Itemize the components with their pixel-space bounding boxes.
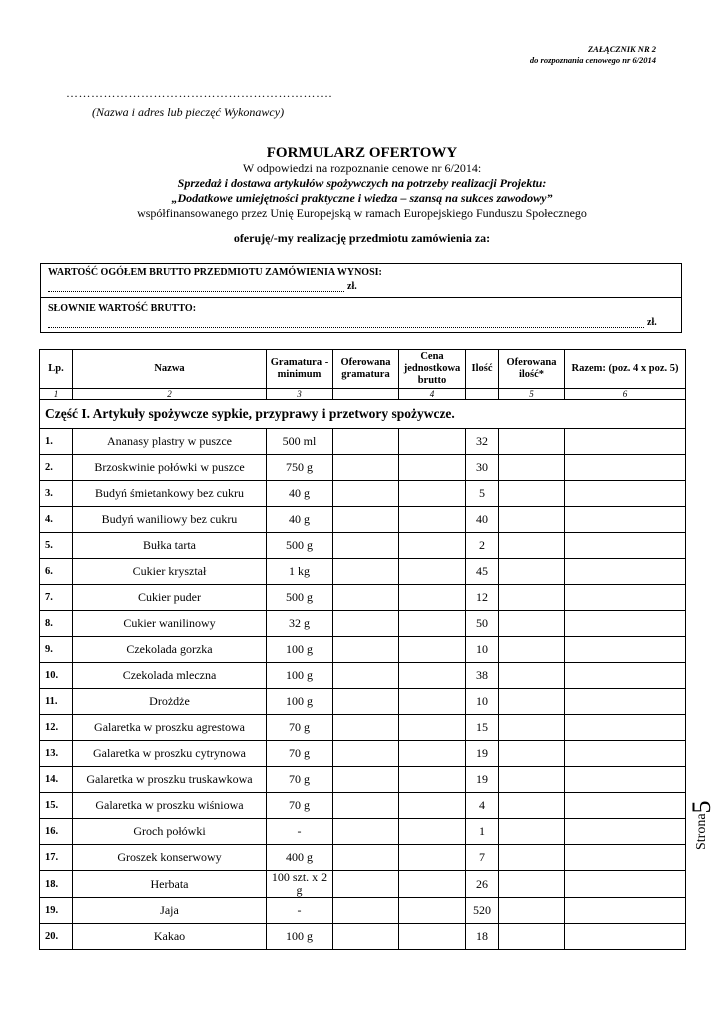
table-row (40, 455, 686, 481)
row-offered-weight-input[interactable] (333, 611, 399, 637)
attachment-label (530, 44, 656, 66)
table-row (40, 819, 686, 845)
row-total-input[interactable] (565, 559, 686, 585)
row-offered-weight-input[interactable] (333, 689, 399, 715)
row-min-weight: 500 g (267, 533, 333, 559)
row-unit-price-input[interactable] (399, 898, 466, 924)
table-row (40, 481, 686, 507)
row-unit-price-input[interactable] (399, 793, 466, 819)
row-unit-price-input[interactable] (399, 819, 466, 845)
row-min-weight: 750 g (267, 455, 333, 481)
row-total-input[interactable] (565, 637, 686, 663)
row-offered-weight-input[interactable] (333, 845, 399, 871)
row-offered-quantity-input[interactable] (499, 924, 565, 950)
row-unit-price-input[interactable] (399, 845, 466, 871)
col-header-min-weight: Gramatura - minimum (267, 350, 333, 389)
row-unit-price-input[interactable] (399, 663, 466, 689)
table-row (40, 559, 686, 585)
table-row (40, 429, 686, 455)
page-word: Strona (694, 813, 709, 850)
row-unit-price-input[interactable] (399, 741, 466, 767)
row-quantity: 1 (466, 819, 499, 845)
row-min-weight: 400 g (267, 845, 333, 871)
col-number: 5 (499, 389, 565, 400)
row-offered-quantity-input[interactable] (499, 793, 565, 819)
row-total-input[interactable] (565, 741, 686, 767)
row-total-input[interactable] (565, 663, 686, 689)
col-number: 1 (40, 389, 73, 400)
row-offered-quantity-input[interactable] (499, 455, 565, 481)
row-offered-weight-input[interactable] (333, 663, 399, 689)
row-unit-price-input[interactable] (399, 481, 466, 507)
row-lp: 2. (40, 455, 73, 481)
row-total-input[interactable] (565, 715, 686, 741)
row-offered-quantity-input[interactable] (499, 611, 565, 637)
row-min-weight: - (267, 819, 333, 845)
row-quantity: 26 (466, 871, 499, 898)
row-total-input[interactable] (565, 819, 686, 845)
row-total-input[interactable] (565, 924, 686, 950)
row-quantity: 40 (466, 507, 499, 533)
col-header-name: Nazwa (73, 350, 267, 389)
row-name: Groch połówki (73, 819, 267, 845)
row-lp: 11. (40, 689, 73, 715)
row-total-input[interactable] (565, 767, 686, 793)
col-number: 4 (399, 389, 466, 400)
row-name: Brzoskwinie połówki w puszce (73, 455, 267, 481)
row-total-input[interactable] (565, 611, 686, 637)
row-lp: 3. (40, 481, 73, 507)
contractor-label: (Nazwa i adres lub pieczęć Wykonawcy) (92, 105, 285, 119)
value-box-divider (41, 297, 681, 298)
row-offered-quantity-input[interactable] (499, 767, 565, 793)
table-row (40, 611, 686, 637)
row-unit-price-input[interactable] (399, 637, 466, 663)
row-min-weight: 100 szt. x 2 g (267, 871, 333, 898)
row-lp: 1. (40, 429, 73, 455)
col-header-offered-quantity: Oferowana ilość* (499, 350, 565, 389)
row-offered-quantity-input[interactable] (499, 507, 565, 533)
section-row (40, 400, 686, 429)
row-offered-weight-input[interactable] (333, 819, 399, 845)
project-name: „Dodatkowe umiejętności praktyczne i wiedza – szansą na sukces zawodowy” (171, 191, 553, 205)
col-header-offered-weight: Oferowana gramatura (333, 350, 399, 389)
row-unit-price-input[interactable] (399, 715, 466, 741)
form-header (40, 146, 684, 246)
row-name: Galaretka w proszku truskawkowa (73, 767, 267, 793)
row-name: Cukier kryształ (73, 559, 267, 585)
table-row (40, 585, 686, 611)
row-quantity: 30 (466, 455, 499, 481)
col-number: 6 (565, 389, 686, 400)
row-total-input[interactable] (565, 481, 686, 507)
row-lp: 20. (40, 924, 73, 950)
row-offered-weight-input[interactable] (333, 559, 399, 585)
row-name: Budyń śmietankowy bez cukru (73, 481, 267, 507)
row-offered-weight-input[interactable] (333, 767, 399, 793)
row-min-weight: 500 ml (267, 429, 333, 455)
total-value-row (48, 267, 674, 292)
row-name: Herbata (73, 871, 267, 898)
row-offered-quantity-input[interactable] (499, 689, 565, 715)
table-header-row (40, 350, 686, 389)
row-offered-weight-input[interactable] (333, 585, 399, 611)
row-min-weight: 32 g (267, 611, 333, 637)
row-offered-quantity-input[interactable] (499, 871, 565, 898)
row-offered-quantity-input[interactable] (499, 663, 565, 689)
row-lp: 9. (40, 637, 73, 663)
row-quantity: 19 (466, 767, 499, 793)
row-lp: 8. (40, 611, 73, 637)
row-quantity: 7 (466, 845, 499, 871)
row-total-input[interactable] (565, 871, 686, 898)
row-quantity: 10 (466, 689, 499, 715)
row-min-weight: 70 g (267, 767, 333, 793)
row-offered-weight-input[interactable] (333, 455, 399, 481)
row-min-weight: 100 g (267, 663, 333, 689)
row-min-weight: 70 g (267, 741, 333, 767)
row-min-weight: 40 g (267, 507, 333, 533)
row-name: Groszek konserwowy (73, 845, 267, 871)
row-quantity: 18 (466, 924, 499, 950)
row-total-input[interactable] (565, 793, 686, 819)
row-total-input[interactable] (565, 533, 686, 559)
total-value-currency: zł. (347, 281, 357, 292)
row-offered-weight-input[interactable] (333, 533, 399, 559)
row-unit-price-input[interactable] (399, 533, 466, 559)
cofinancing-note: współfinansowanego przez Unię Europejską w ramach Europejskiego Funduszu Społecznego (137, 206, 587, 220)
row-offered-quantity-input[interactable] (499, 898, 565, 924)
table-row (40, 507, 686, 533)
row-min-weight: 100 g (267, 924, 333, 950)
row-name: Galaretka w proszku agrestowa (73, 715, 267, 741)
row-unit-price-input[interactable] (399, 689, 466, 715)
table-row (40, 689, 686, 715)
row-min-weight: 1 kg (267, 559, 333, 585)
row-offered-weight-input[interactable] (333, 871, 399, 898)
row-unit-price-input[interactable] (399, 585, 466, 611)
row-quantity: 12 (466, 585, 499, 611)
col-number: 2 (73, 389, 267, 400)
row-quantity: 38 (466, 663, 499, 689)
offer-statement: oferuję/-my realizację przedmiotu zamówienia za: (233, 231, 491, 245)
table-row (40, 871, 686, 898)
table-row (40, 793, 686, 819)
row-offered-weight-input[interactable] (333, 741, 399, 767)
row-offered-quantity-input[interactable] (499, 481, 565, 507)
section-title: Część I. Artykuły spożywcze sypkie, przyprawy i przetwory spożywcze. (40, 400, 686, 429)
row-quantity: 32 (466, 429, 499, 455)
col-number (466, 389, 499, 400)
row-unit-price-input[interactable] (399, 455, 466, 481)
row-lp: 7. (40, 585, 73, 611)
table-row (40, 533, 686, 559)
row-unit-price-input[interactable] (399, 559, 466, 585)
col-header-lp: Lp. (40, 350, 73, 389)
row-offered-quantity-input[interactable] (499, 741, 565, 767)
table-row (40, 741, 686, 767)
row-offered-weight-input[interactable] (333, 898, 399, 924)
attachment-number: ZAŁĄCZNIK NR 2 (587, 44, 656, 54)
row-lp: 13. (40, 741, 73, 767)
row-min-weight: 40 g (267, 481, 333, 507)
words-value-currency: zł. (647, 317, 657, 328)
row-offered-weight-input[interactable] (333, 793, 399, 819)
inquiry-reference: W odpowiedzi na rozpoznanie cenowe nr 6/2014: (242, 161, 482, 175)
row-unit-price-input[interactable] (399, 611, 466, 637)
col-number (333, 389, 399, 400)
row-quantity: 10 (466, 637, 499, 663)
row-offered-quantity-input[interactable] (499, 845, 565, 871)
row-total-input[interactable] (565, 585, 686, 611)
row-unit-price-input[interactable] (399, 924, 466, 950)
row-min-weight: 100 g (267, 689, 333, 715)
row-total-input[interactable] (565, 845, 686, 871)
row-quantity: 50 (466, 611, 499, 637)
row-offered-weight-input[interactable] (333, 429, 399, 455)
col-number: 3 (267, 389, 333, 400)
row-lp: 12. (40, 715, 73, 741)
row-offered-quantity-input[interactable] (499, 637, 565, 663)
row-lp: 19. (40, 898, 73, 924)
row-total-input[interactable] (565, 507, 686, 533)
row-lp: 5. (40, 533, 73, 559)
page-number-value: 5 (687, 800, 716, 814)
row-unit-price-input[interactable] (399, 767, 466, 793)
row-offered-weight-input[interactable] (333, 924, 399, 950)
row-offered-weight-input[interactable] (333, 715, 399, 741)
row-quantity: 2 (466, 533, 499, 559)
row-offered-weight-input[interactable] (333, 507, 399, 533)
table-row (40, 767, 686, 793)
table-row (40, 663, 686, 689)
row-name: Jaja (73, 898, 267, 924)
row-lp: 15. (40, 793, 73, 819)
row-name: Drożdże (73, 689, 267, 715)
row-offered-quantity-input[interactable] (499, 559, 565, 585)
row-lp: 6. (40, 559, 73, 585)
row-lp: 18. (40, 871, 73, 898)
row-unit-price-input[interactable] (399, 429, 466, 455)
offer-table (39, 349, 686, 950)
total-value-label: WARTOŚĆ OGÓŁEM BRUTTO PRZEDMIOTU ZAMÓWIENIA WYNOSI: (48, 267, 382, 278)
col-header-total: Razem: (poz. 4 x poz. 5) (565, 350, 686, 389)
words-value-label: SŁOWNIE WARTOŚĆ BRUTTO: (48, 303, 197, 314)
row-quantity: 15 (466, 715, 499, 741)
row-quantity: 5 (466, 481, 499, 507)
row-quantity: 4 (466, 793, 499, 819)
row-name: Cukier puder (73, 585, 267, 611)
row-lp: 4. (40, 507, 73, 533)
row-name: Kakao (73, 924, 267, 950)
row-min-weight: 70 g (267, 793, 333, 819)
words-value-field[interactable] (48, 319, 644, 328)
row-lp: 17. (40, 845, 73, 871)
row-unit-price-input[interactable] (399, 507, 466, 533)
row-total-input[interactable] (565, 898, 686, 924)
row-total-input[interactable] (565, 689, 686, 715)
row-quantity: 19 (466, 741, 499, 767)
table-row (40, 898, 686, 924)
total-value-box (40, 263, 682, 333)
row-min-weight: 100 g (267, 637, 333, 663)
row-name: Czekolada gorzka (73, 637, 267, 663)
total-value-field[interactable] (48, 283, 344, 292)
row-name: Budyń waniliowy bez cukru (73, 507, 267, 533)
row-total-input[interactable] (565, 455, 686, 481)
contractor-dotted-line: ………………………………………………………. (66, 86, 332, 100)
table-row (40, 715, 686, 741)
row-min-weight: 70 g (267, 715, 333, 741)
column-number-row (40, 389, 686, 400)
row-unit-price-input[interactable] (399, 871, 466, 898)
row-name: Ananasy plastry w puszce (73, 429, 267, 455)
page-number (682, 780, 722, 850)
row-total-input[interactable] (565, 429, 686, 455)
row-offered-quantity-input[interactable] (499, 533, 565, 559)
row-offered-weight-input[interactable] (333, 481, 399, 507)
row-name: Galaretka w proszku wiśniowa (73, 793, 267, 819)
row-name: Bułka tarta (73, 533, 267, 559)
subject-line: Sprzedaż i dostawa artykułów spożywczych na potrzeby realizacji Projektu: (177, 176, 547, 190)
form-title: FORMULARZ OFERTOWY (266, 145, 458, 161)
table-row (40, 845, 686, 871)
row-offered-quantity-input[interactable] (499, 715, 565, 741)
row-quantity: 45 (466, 559, 499, 585)
row-name: Galaretka w proszku cytrynowa (73, 741, 267, 767)
row-offered-quantity-input[interactable] (499, 429, 565, 455)
row-offered-quantity-input[interactable] (499, 585, 565, 611)
attachment-reference: do rozpoznania cenowego nr 6/2014 (529, 55, 656, 65)
contractor-stamp-area (66, 86, 332, 120)
table-row (40, 637, 686, 663)
row-offered-quantity-input[interactable] (499, 819, 565, 845)
row-min-weight: 500 g (267, 585, 333, 611)
row-name: Cukier wanilinowy (73, 611, 267, 637)
table-row (40, 924, 686, 950)
row-name: Czekolada mleczna (73, 663, 267, 689)
col-header-quantity: Ilość (466, 350, 499, 389)
row-lp: 10. (40, 663, 73, 689)
words-value-row (48, 303, 674, 328)
row-lp: 14. (40, 767, 73, 793)
row-min-weight: - (267, 898, 333, 924)
row-lp: 16. (40, 819, 73, 845)
col-header-unit-price: Cena jednostkowa brutto (399, 350, 466, 389)
row-quantity: 520 (466, 898, 499, 924)
row-offered-weight-input[interactable] (333, 637, 399, 663)
